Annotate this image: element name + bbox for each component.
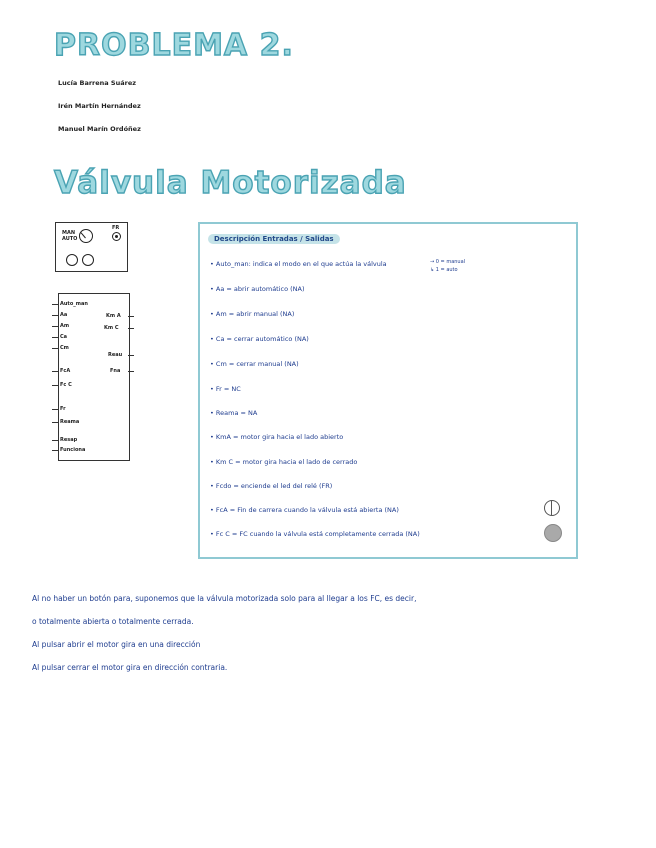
pin-label: FcA <box>60 368 71 374</box>
selector-knob-icon <box>79 229 93 243</box>
control-panel-sketch <box>55 222 128 272</box>
pin-label: Km A <box>106 313 121 319</box>
io-row: • Reama = NA <box>210 409 258 417</box>
pin-label: Am <box>60 323 70 329</box>
pin-label: Auto_man <box>60 301 88 307</box>
selector-label-man: MAN <box>62 230 76 236</box>
pin-label: Fr <box>60 406 66 412</box>
io-description-box <box>198 222 578 559</box>
pin-label: Reama <box>60 419 80 425</box>
pin-label: Ca <box>60 334 68 340</box>
pin-label: Km C <box>104 325 119 331</box>
mode-note-line: ↳ 1 = auto <box>430 267 458 273</box>
io-row: • Aa = abrir automático (NA) <box>210 285 305 293</box>
open-button-icon <box>66 254 78 266</box>
io-row: • Auto_man: indica el modo en el que actúa la válvula <box>210 260 387 268</box>
io-row: • Ca = cerrar automático (NA) <box>210 335 309 343</box>
note-line: Al pulsar cerrar el motor gira en dirección contraria. <box>32 663 228 672</box>
io-row: • KmA = motor gira hacia el lado abierto <box>210 433 344 441</box>
author-name: Manuel Marín Ordóñez <box>58 125 141 133</box>
selector-label-auto: AUTO <box>62 236 78 242</box>
io-row: • Fcdo = enciende el led del relé (FR) <box>210 482 333 490</box>
note-line: o totalmente abierta o totalmente cerrada. <box>32 617 194 626</box>
pin-label: Aa <box>60 312 68 318</box>
pin-label: Reau <box>108 352 123 358</box>
problem-title: PROBLEMA 2. <box>54 28 294 63</box>
note-line: Al no haber un botón para, suponemos que la válvula motorizada solo para al llegar a los FC, es decir, <box>32 594 417 603</box>
io-row: • Am = abrir manual (NA) <box>210 310 295 318</box>
close-button-icon <box>82 254 94 266</box>
io-row: • Fc C = FC cuando la válvula está completamente cerrada (NA) <box>210 530 420 538</box>
io-row: • Km C = motor gira hacia el lado de cerrado <box>210 458 358 466</box>
section-title: Válvula Motorizada <box>54 165 407 201</box>
io-description-heading: Descripción Entradas / Salidas <box>208 234 340 244</box>
io-row: • Cm = cerrar manual (NA) <box>210 360 299 368</box>
author-list <box>58 72 141 141</box>
pin-label: Fc C <box>60 382 72 388</box>
io-row: • FcA = Fin de carrera cuando la válvula está abierta (NA) <box>210 506 399 514</box>
author-name: Lucía Barrena Suárez <box>58 79 137 87</box>
valve-open-icon <box>544 500 560 516</box>
fr-lamp-icon <box>112 232 121 241</box>
mode-note <box>430 258 465 274</box>
mode-note-line: → 0 = manual <box>430 259 466 265</box>
io-row: • Fr = NC <box>210 385 241 393</box>
valve-closed-icon <box>544 524 562 542</box>
pin-label: Fna <box>110 368 121 374</box>
pin-label: Funciona <box>60 447 86 453</box>
author-name: Irén Martín Hernández <box>58 102 141 110</box>
fr-label: FR <box>112 225 120 231</box>
note-line: Al pulsar abrir el motor gira en una dirección <box>32 640 201 649</box>
pin-label: Cm <box>60 345 69 351</box>
pin-label: Resap <box>60 437 78 443</box>
